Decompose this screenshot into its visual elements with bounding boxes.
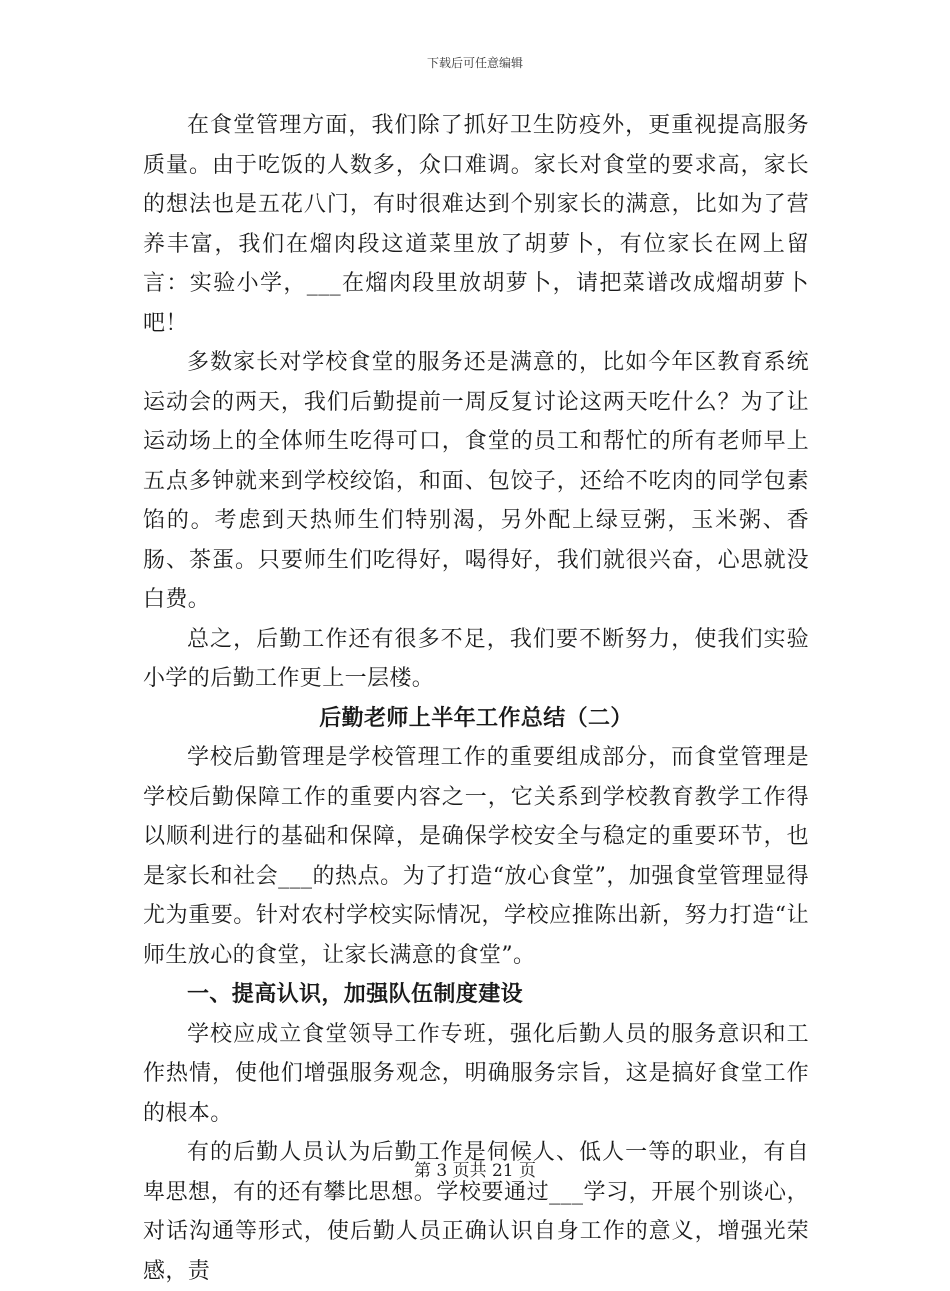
section-title: 后勤老师上半年工作总结（二）	[319, 704, 633, 731]
paragraph: 有的后勤人员认为后勤工作是伺候人、低人一等的职业，有自卑思想，有的还有攀比思想。学校要通过___学习，开展个别谈心，对话沟通等形式，使后勤人员正确认识自身工作的意义，增强光荣感，责	[143, 1140, 809, 1284]
page-number: 第 3 页共 21 页	[413, 1161, 537, 1181]
paragraph: 学校后勤管理是学校管理工作的重要组成部分，而食堂管理是学校后勤保障工作的重要内容之一，它关系到学校教育教学工作得以顺利进行的基础和保障，是确保学校安全与稳定的重要环节，也是家长和社会___的热点。为了打造“放心食堂”，加强食堂管理显得尤为重要。针对农村学校实际情况，学校应推陈出新，努力打造“让师生放心的食堂，让家长满意的食堂”。	[143, 745, 809, 968]
paragraph: 多数家长对学校食堂的服务还是满意的，比如今年区教育系统运动会的两天，我们后勤提前一周反复讨论这两天吃什么？为了让运动场上的全体师生吃得可口，食堂的员工和帮忙的所有老师早上五点多钟就来到学校绞馅，和面、包饺子，还给不吃肉的同学包素馅的。考虑到天热师生们特别渴，另外配上绿豆粥，玉米粥、香肠、茶蛋。只要师生们吃得好，喝得好，我们就很兴奋，心思就没白费。	[143, 350, 809, 612]
paragraph: 在食堂管理方面，我们除了抓好卫生防疫外，更重视提高服务质量。由于吃饭的人数多，众口难调。家长对食堂的要求高，家长的想法也是五花八门，有时很难达到个别家长的满意，比如为了营养丰富，我们在熘肉段这道菜里放了胡萝卜，有位家长在网上留言：实验小学，___在熘肉段里放胡萝卜，请把菜谱改成熘胡萝卜吧！	[143, 113, 809, 336]
subsection-heading: 一、提高认识，加强队伍制度建设	[187, 981, 524, 1007]
paragraph: 总之，后勤工作还有很多不足，我们要不断努力，使我们实验小学的后勤工作更上一层楼。	[143, 626, 809, 691]
page-header: 下载后可任意编辑	[426, 56, 523, 70]
paragraph: 学校应成立食堂领导工作专班，强化后勤人员的服务意识和工作热情，使他们增强服务观念，明确服务宗旨，这是搞好食堂工作的根本。	[143, 1021, 809, 1126]
document-body	[143, 106, 809, 1291]
